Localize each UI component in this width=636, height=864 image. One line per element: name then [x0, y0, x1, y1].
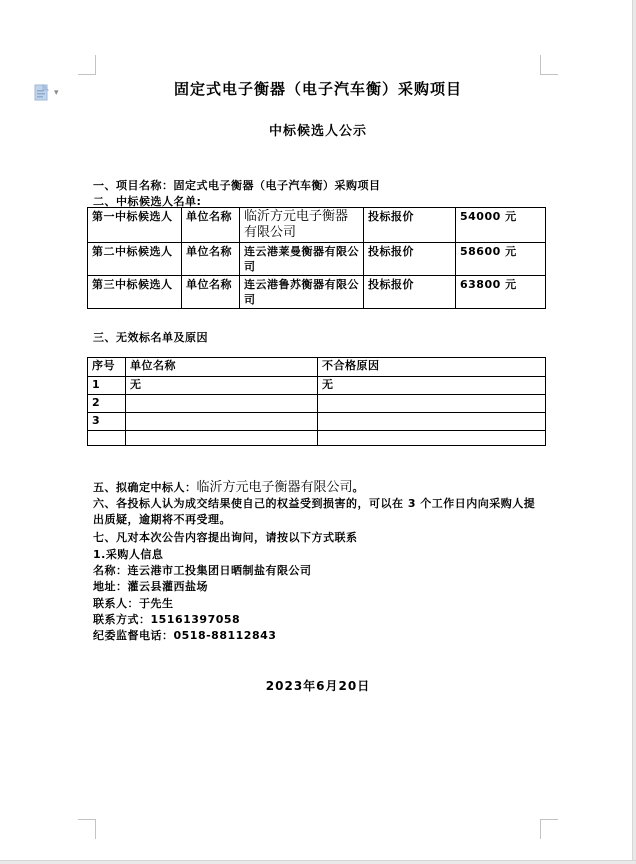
winner-prefix: 五、拟确定中标人： — [93, 481, 197, 494]
table-row — [88, 243, 546, 276]
winner-company: 临沂方元电子衡器有限公司 — [196, 480, 353, 495]
margin-crop-mark-top-right — [540, 55, 558, 75]
supervision-phone: 纪委监督电话：0518-88112843 — [93, 629, 277, 643]
table-row — [88, 208, 546, 243]
bid-price-label: 投标报价 — [364, 243, 456, 276]
candidate-rank: 第三中标候选人 — [88, 276, 182, 309]
margin-crop-mark-bottom-right — [540, 819, 558, 839]
table-header-row — [88, 358, 546, 377]
candidate-rank: 第一中标候选人 — [88, 208, 182, 243]
section-project-name: 一、项目名称：固定式电子衡器（电子汽车衡）采购项目 — [93, 179, 381, 192]
bid-price-label: 投标报价 — [364, 208, 456, 243]
unit-cell: 无 — [126, 377, 318, 395]
candidate-company: 连云港莱曼衡器有限公司 — [240, 243, 364, 276]
unit-name-label: 单位名称 — [182, 276, 240, 309]
bid-price-value: 54000 元 — [456, 208, 546, 243]
table-row — [88, 395, 546, 413]
purchaser-name: 名称：连云港市工投集团日晒制盐有限公司 — [93, 564, 312, 578]
page-edge-right — [632, 0, 636, 864]
candidates-table — [87, 207, 546, 309]
bid-price-value: 63800 元 — [456, 276, 546, 309]
seq-cell — [88, 431, 126, 446]
seq-cell: 1 — [88, 377, 126, 395]
section-winner — [93, 480, 364, 496]
page-edge-bottom — [0, 860, 636, 864]
column-header-seq: 序号 — [88, 358, 126, 377]
purchaser-address: 地址：灌云县灌西盐场 — [93, 580, 208, 594]
document-date: 2023年6月20日 — [265, 679, 371, 693]
unit-cell — [126, 413, 318, 431]
table-row — [88, 276, 546, 309]
section-invalid-bids-heading: 三、无效标名单及原因 — [93, 331, 208, 344]
paste-options-dropdown-icon[interactable]: ▾ — [54, 87, 59, 98]
reason-cell — [318, 413, 546, 431]
invalid-bids-table — [87, 357, 546, 446]
section-candidates-heading: 二、中标候选人名单: — [93, 195, 202, 208]
table-row — [88, 377, 546, 395]
reason-cell — [318, 395, 546, 413]
candidate-company: 临沂方元电子衡器有限公司 — [240, 208, 364, 243]
margin-crop-mark-bottom-left — [78, 819, 96, 839]
table-row — [88, 431, 546, 446]
column-header-unit: 单位名称 — [126, 358, 318, 377]
seq-cell: 3 — [88, 413, 126, 431]
margin-crop-mark-top-left — [78, 55, 96, 75]
unit-cell — [126, 395, 318, 413]
column-header-reason: 不合格原因 — [318, 358, 546, 377]
reason-cell: 无 — [318, 377, 546, 395]
winner-suffix: 。 — [352, 481, 365, 494]
unit-name-label: 单位名称 — [182, 243, 240, 276]
reason-cell — [318, 431, 546, 446]
purchaser-info-block — [93, 547, 312, 644]
purchaser-phone: 联系方式：15161397058 — [93, 612, 241, 626]
purchaser-heading: 1.采购人信息 — [93, 548, 164, 561]
table-row — [88, 413, 546, 431]
candidate-rank: 第二中标候选人 — [88, 243, 182, 276]
section-contact-notice: 七、凡对本次公告内容提出询问，请按以下方式联系 — [93, 531, 358, 544]
bid-price-value: 58600 元 — [456, 243, 546, 276]
bid-price-label: 投标报价 — [364, 276, 456, 309]
purchaser-contact-person: 联系人：于先生 — [93, 596, 174, 610]
section-objection-notice: 六、各投标人认为成交结果使自己的权益受到损害的，可以在 3 个工作日内向采购人提出质疑，逾期将不再受理。 — [93, 497, 536, 526]
unit-cell — [126, 431, 318, 446]
seq-cell: 2 — [88, 395, 126, 413]
document-title: 固定式电子衡器（电子汽车衡）采购项目 — [173, 80, 462, 98]
unit-name-label: 单位名称 — [182, 208, 240, 243]
document-subtitle: 中标候选人公示 — [268, 124, 367, 139]
candidate-company: 连云港鲁苏衡器有限公司 — [240, 276, 364, 309]
